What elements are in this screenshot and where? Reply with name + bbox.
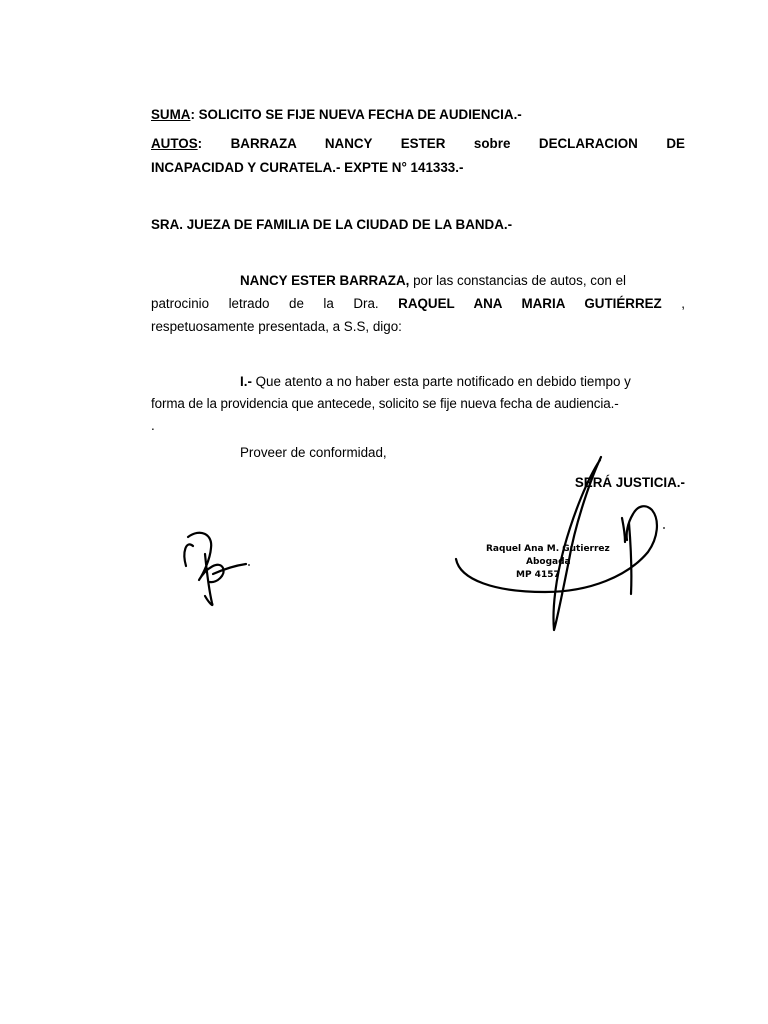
autos-word: DE xyxy=(666,136,685,151)
lawyer-signature xyxy=(456,457,657,630)
suma-text: : SOLICITO SE FIJE NUEVA FECHA DE AUDIENCIA.- xyxy=(190,107,522,122)
autos-line-2: INCAPACIDAD Y CURATELA.- EXPTE N° 141333.- xyxy=(151,160,464,175)
stamp-registration: MP 4157 xyxy=(516,570,560,580)
autos-word: DECLARACION xyxy=(538,136,638,151)
paragraph-1-text: por las constancias de autos, con el xyxy=(409,273,627,288)
paragraph-3: Proveer de conformidad, xyxy=(240,445,387,460)
closing-formula: SERÁ JUSTICIA.- xyxy=(574,475,685,490)
paragraph-2-line-2: forma de la providencia que antecede, solicito se fije nueva fecha de audiencia.- xyxy=(151,396,619,411)
stamp-name: Raquel Ana M. Gutierrez xyxy=(486,544,610,554)
autos-label: AUTOS xyxy=(151,136,198,151)
paragraph-2-line-3: . xyxy=(151,418,155,433)
paragraph-1-line-2-start: patrocinio letrado de la Dra. xyxy=(151,296,379,311)
autos-word: sobre xyxy=(473,136,511,151)
autos-word: NANCY xyxy=(324,136,373,151)
autos-word: BARRAZA xyxy=(230,136,297,151)
party-signature xyxy=(248,564,250,566)
suma-label: SUMA xyxy=(151,107,191,122)
lawyer-signature xyxy=(663,527,665,529)
party-name: NANCY ESTER BARRAZA, xyxy=(240,273,410,288)
autos-word: ESTER xyxy=(400,136,446,151)
stamp-title: Abogada xyxy=(526,557,571,567)
party-signature xyxy=(184,533,246,605)
autos-colon: : xyxy=(197,136,203,151)
paragraph-1-line-3: respetuosamente presentada, a S.S, digo: xyxy=(151,319,402,334)
addressee: SRA. JUEZA DE FAMILIA DE LA CIUDAD DE LA BANDA.- xyxy=(151,217,513,232)
paragraph-2-text: Que atento a no haber esta parte notificado en debido tiempo y xyxy=(251,374,631,389)
paragraph-number: I.- xyxy=(240,374,252,389)
paragraph-1-line-2-end: , xyxy=(681,296,685,311)
lawyer-name: RAQUEL ANA MARIA GUTIÉRREZ xyxy=(398,296,662,311)
